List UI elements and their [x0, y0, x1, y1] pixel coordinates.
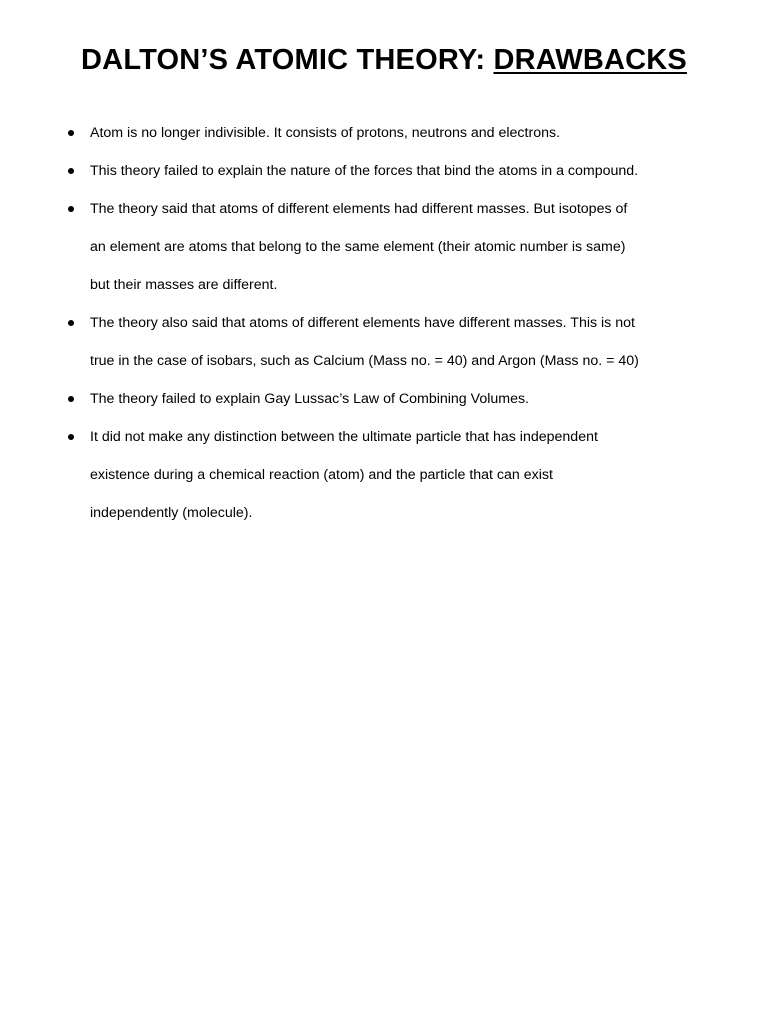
- title-prefix: DALTON’S ATOMIC THEORY:: [81, 44, 494, 76]
- list-item-line: true in the case of isobars, such as Calcium (Mass no. = 40) and Argon (Mass no. = 40): [90, 353, 639, 369]
- list-item-line: The theory failed to explain Gay Lussac’s Law of Combining Volumes.: [90, 391, 530, 407]
- list-item-line: but their masses are different.: [90, 277, 278, 293]
- list-item-line: Atom is no longer indivisible. It consists of protons, neutrons and electrons.: [90, 125, 561, 141]
- list-item: [66, 190, 738, 304]
- title-underlined-word: DRAWBACKS: [493, 44, 687, 76]
- list-item: [66, 418, 738, 532]
- bullet-icon: [68, 206, 74, 212]
- list-item: [66, 114, 738, 152]
- bullet-icon: [68, 168, 74, 174]
- bullet-icon: [68, 396, 74, 402]
- list-item-line: an element are atoms that belong to the same element (their atomic number is same): [90, 239, 626, 255]
- bullet-icon: [68, 130, 74, 136]
- list-item-line: The theory also said that atoms of different elements have different masses. This is not: [90, 315, 635, 331]
- list-item: [66, 304, 738, 380]
- list-item: [66, 152, 738, 190]
- list-item-line: This theory failed to explain the nature of the forces that bind the atoms in a compound.: [90, 163, 639, 179]
- list-item: [66, 380, 738, 418]
- bullet-icon: [68, 320, 74, 326]
- page-title: [0, 40, 768, 80]
- list-item-line: It did not make any distinction between the ultimate particle that has independent: [90, 429, 598, 445]
- bullet-icon: [68, 434, 74, 440]
- drawbacks-list: [66, 114, 738, 532]
- list-item-line: existence during a chemical reaction (atom) and the particle that can exist: [90, 467, 553, 483]
- list-item-line: independently (molecule).: [90, 505, 253, 521]
- list-item-line: The theory said that atoms of different elements had different masses. But isotopes of: [90, 201, 628, 217]
